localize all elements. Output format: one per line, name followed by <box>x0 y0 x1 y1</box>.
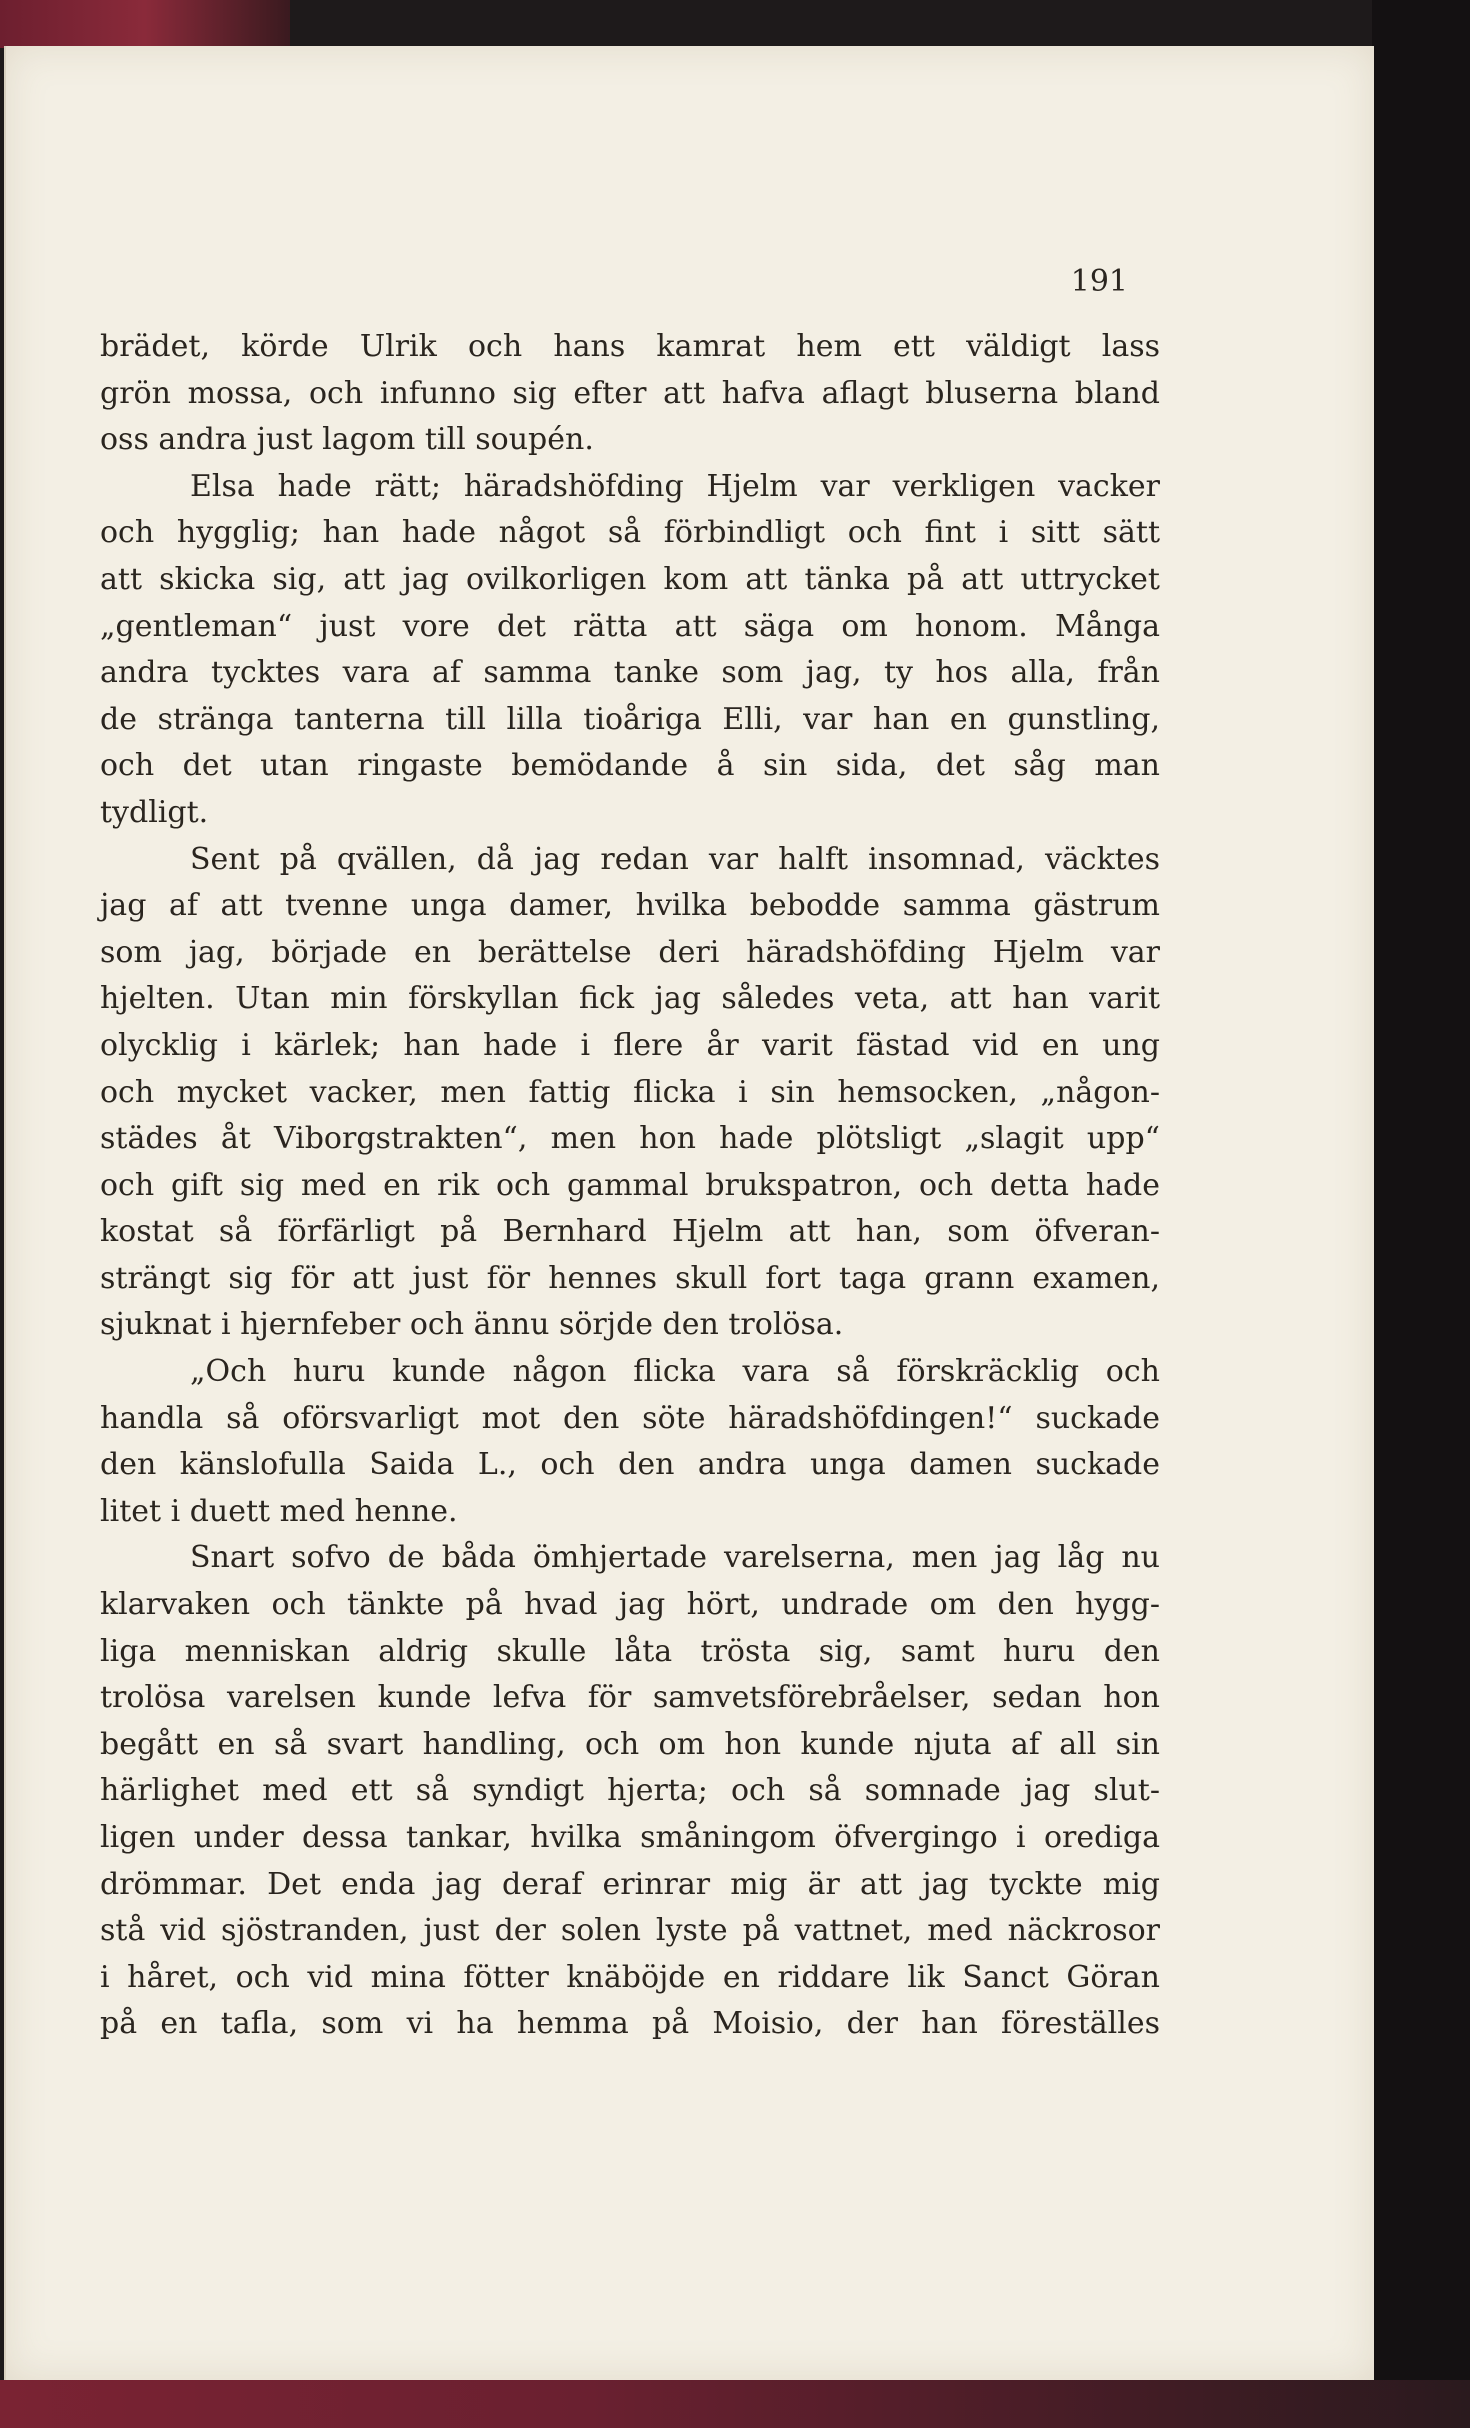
text-line: stå vid sjöstranden, just der solen lyste på vattnet, med näckrosor <box>100 1913 1160 1949</box>
text-line: att skicka sig, att jag ovilkorligen kom att tänka på att uttrycket <box>100 561 1160 597</box>
text-line: Elsa hade rätt; häradshöfding Hjelm var verkligen vacker <box>190 468 1160 504</box>
text-line: strängt sig för att just för hennes skull fort taga grann examen, <box>100 1260 1160 1296</box>
text-line: liga menniskan aldrig skulle låta trösta sig, samt huru den <box>100 1633 1160 1669</box>
text-line: litet i duett med henne. <box>100 1493 458 1529</box>
body-text <box>100 324 1160 2048</box>
book-page <box>4 46 1374 2380</box>
text-line: och det utan ringaste bemödande å sin sida, det såg man <box>100 748 1160 784</box>
text-line: handla så oförsvarligt mot den söte häradshöfdingen!“ suckade <box>100 1400 1160 1436</box>
text-line: på en tafla, som vi ha hemma på Moisio, der han föreställes <box>100 2006 1160 2042</box>
text-line: som jag, började en berättelse deri häradshöfding Hjelm var <box>100 934 1160 970</box>
text-line: andra tycktes vara af samma tanke som jag, ty hos alla, från <box>100 655 1160 691</box>
text-line: och gift sig med en rik och gammal brukspatron, och detta hade <box>100 1167 1160 1203</box>
text-line: trolösa varelsen kunde lefva för samvetsförebråelser, sedan hon <box>100 1680 1160 1716</box>
text-line: hjelten. Utan min förskyllan fick jag således veta, att han varit <box>100 981 1160 1017</box>
text-line: kostat så förfärligt på Bernhard Hjelm att han, som öfveran- <box>100 1214 1160 1250</box>
text-line: och hygglig; han hade något så förbindligt och fint i sitt sätt <box>100 515 1160 551</box>
book-cover-right-edge <box>1372 0 1470 2428</box>
text-line: tydligt. <box>100 794 209 830</box>
text-line: ligen under dessa tankar, hvilka småningom öfvergingo i orediga <box>100 1820 1160 1855</box>
text-line: städes åt Viborgstrakten“, men hon hade plötsligt „slagit upp“ <box>100 1121 1160 1157</box>
text-line: oss andra just lagom till soupén. <box>100 422 594 458</box>
text-line: Snart sofvo de båda ömhjertade varelserna, men jag låg nu <box>190 1540 1160 1576</box>
text-line: de stränga tanterna till lilla tioåriga Elli, var han en gunstling, <box>100 701 1160 737</box>
page-number: 191 <box>1070 264 1128 299</box>
text-line: sjuknat i hjernfeber och ännu sörjde den trolösa. <box>100 1307 844 1343</box>
text-line: grön mossa, och infunno sig efter att hafva aflagt bluserna bland <box>100 375 1160 411</box>
text-line: „gentleman“ just vore det rätta att säga om honom. Många <box>100 608 1160 644</box>
text-line: olycklig i kärlek; han hade i flere år varit fästad vid en ung <box>100 1027 1160 1063</box>
text-line: begått en så svart handling, och om hon kunde njuta af all sin <box>100 1726 1160 1762</box>
book-spine-top-edge <box>0 0 290 48</box>
text-line: i håret, och vid mina fötter knäböjde en riddare lik Sanct Göran <box>100 1959 1160 1995</box>
book-spine-bottom-edge <box>0 2380 1470 2428</box>
text-line: och mycket vacker, men fattig flicka i sin hemsocken, „någon- <box>100 1074 1160 1110</box>
text-line: jag af att tvenne unga damer, hvilka bebodde samma gästrum <box>100 888 1160 924</box>
text-line: „Och huru kunde någon flicka vara så förskräcklig och <box>190 1354 1160 1390</box>
text-line: brädet, körde Ulrik och hans kamrat hem ett väldigt lass <box>100 329 1160 364</box>
text-line: den känslofulla Saida L., och den andra unga damen suckade <box>100 1447 1160 1483</box>
text-line: klarvaken och tänkte på hvad jag hört, undrade om den hygg- <box>100 1587 1160 1623</box>
text-line: Sent på qvällen, då jag redan var halft insomnad, väcktes <box>190 841 1160 877</box>
text-line: härlighet med ett så syndigt hjerta; och så somnade jag slut- <box>100 1773 1160 1809</box>
text-line: drömmar. Det enda jag deraf erinrar mig är att jag tyckte mig <box>100 1866 1160 1902</box>
